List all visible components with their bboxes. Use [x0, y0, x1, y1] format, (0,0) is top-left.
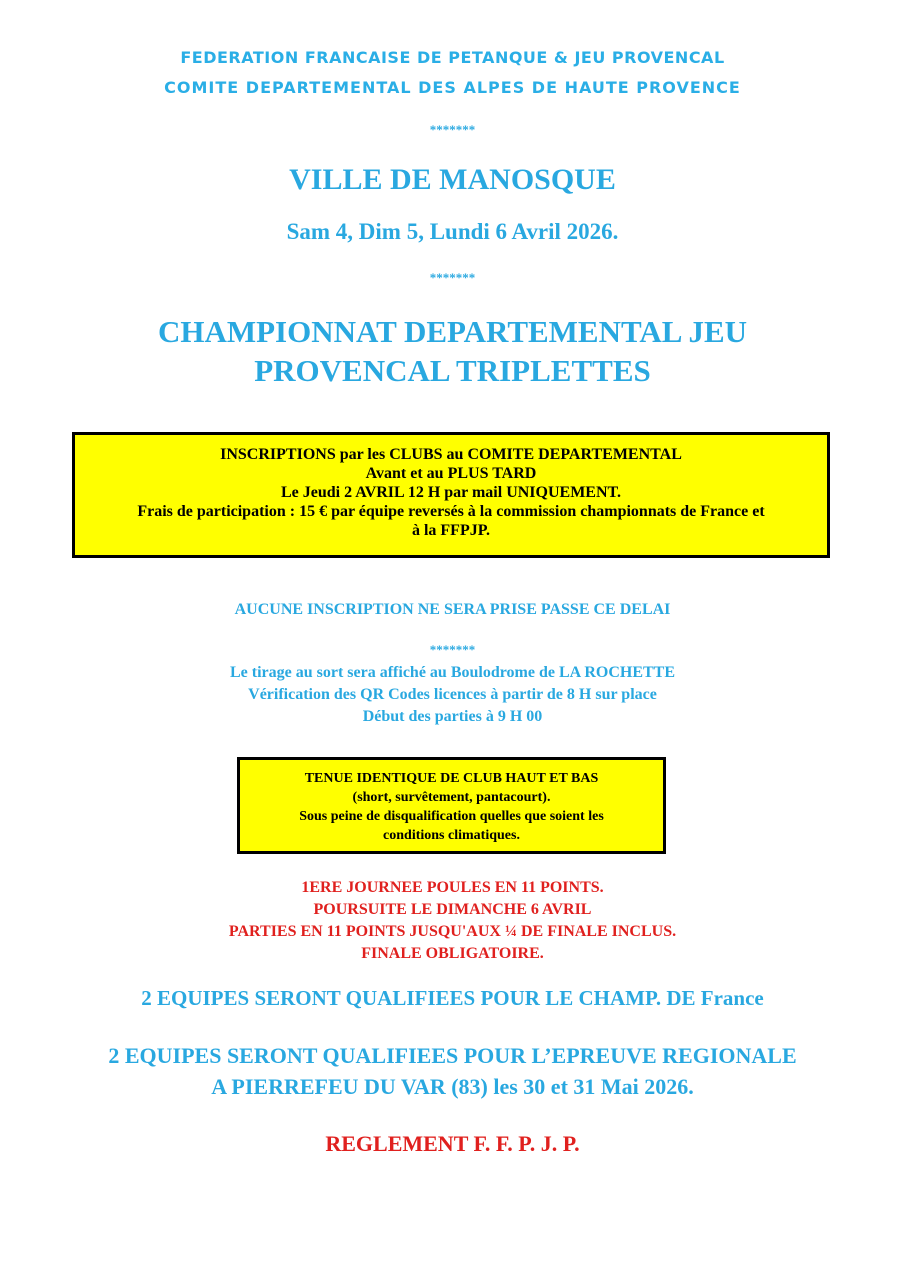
schedule-line4: FINALE OBLIGATOIRE.	[361, 945, 544, 962]
deadline-notice: AUCUNE INSCRIPTION NE SERA PRISE PASSE CE DELAI	[234, 601, 671, 618]
tenue-line4: conditions climatiques.	[383, 828, 520, 843]
championship-title-line2: PROVENCAL TRIPLETTES	[254, 353, 651, 388]
separator-1: *******	[429, 122, 476, 137]
qualification-regionale-line1: 2 EQUIPES SERONT QUALIFIEES POUR L’EPREUVE REGIONALE	[108, 1043, 797, 1068]
inscriptions-box	[72, 432, 830, 558]
event-dates: Sam 4, Dim 5, Lundi 6 Avril 2026.	[286, 219, 619, 244]
tenue-box	[237, 757, 666, 854]
tenue-line1: TENUE IDENTIQUE DE CLUB HAUT ET BAS	[304, 771, 599, 786]
schedule-line2: POURSUITE LE DIMANCHE 6 AVRIL	[313, 901, 592, 918]
inscriptions-line1: INSCRIPTIONS par les CLUBS au COMITE DEPARTEMENTAL	[220, 446, 682, 463]
reglement: REGLEMENT F. F. P. J. P.	[325, 1131, 580, 1156]
verification-info: Vérification des QR Codes licences à partir de 8 H sur place	[248, 686, 657, 703]
championship-title-line1: CHAMPIONNAT DEPARTEMENTAL JEU	[157, 314, 748, 349]
inscriptions-line3: Le Jeudi 2 AVRIL 12 H par mail UNIQUEMENT.	[280, 484, 622, 501]
schedule-line1: 1ERE JOURNEE POULES EN 11 POINTS.	[301, 879, 604, 896]
separator-3: *******	[429, 642, 476, 657]
schedule-line3: PARTIES EN 11 POINTS JUSQU'AUX ¼ DE FINALE INCLUS.	[228, 923, 677, 940]
inscriptions-line4: Frais de participation : 15 € par équipe reversés à la commission championnats de France et	[137, 503, 765, 520]
inscriptions-line5: à la FFPJP.	[411, 522, 491, 539]
tenue-line3: Sous peine de disqualification quelles que soient les	[299, 809, 604, 824]
ville-title: VILLE DE MANOSQUE	[289, 163, 616, 196]
qualification-france: 2 EQUIPES SERONT QUALIFIEES POUR LE CHAMP. DE France	[141, 986, 764, 1010]
separator-2: *******	[429, 270, 476, 285]
federation-title: FEDERATION FRANCAISE DE PETANQUE & JEU PROVENCAL	[180, 48, 725, 67]
debut-info: Début des parties à 9 H 00	[362, 708, 543, 725]
tirage-info: Le tirage au sort sera affiché au Boulodrome de LA ROCHETTE	[229, 664, 676, 681]
qualification-regionale-line2: A PIERREFEU DU VAR (83) les 30 et 31 Mai 2026.	[211, 1074, 694, 1099]
tenue-line2: (short, survêtement, pantacourt).	[352, 790, 551, 805]
comite-title: COMITE DEPARTEMENTAL DES ALPES DE HAUTE PROVENCE	[164, 78, 741, 97]
inscriptions-line2: Avant et au PLUS TARD	[365, 465, 537, 482]
